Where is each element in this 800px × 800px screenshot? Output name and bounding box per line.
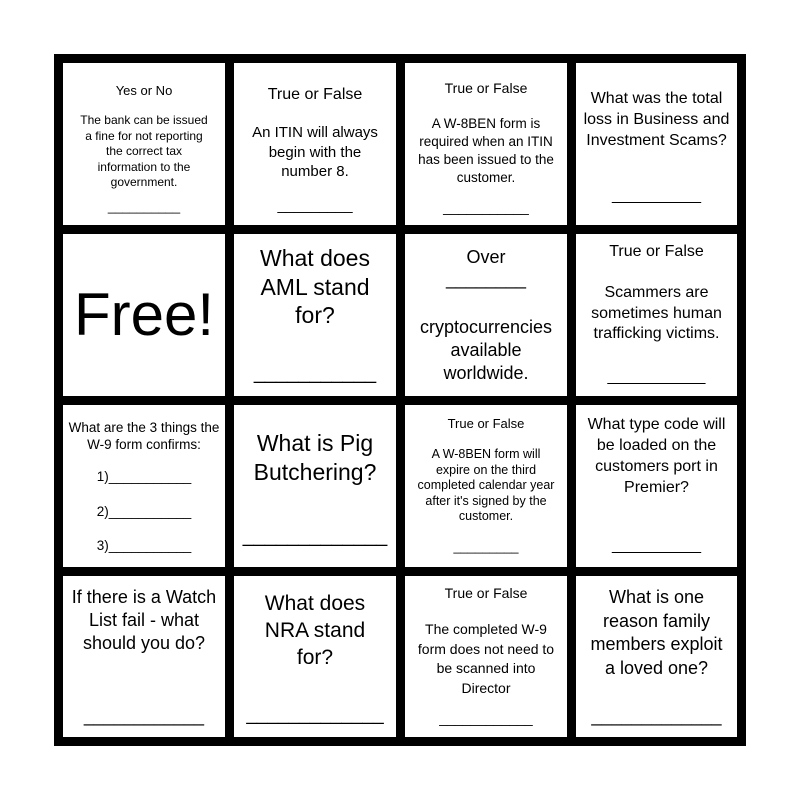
bingo-cell-2[interactable]: [234, 63, 396, 225]
list-item-3: 3)___________: [96, 538, 192, 553]
cell-header: True or False: [444, 80, 528, 96]
answer-blank: __________: [612, 187, 701, 204]
answer-blank: ___________: [607, 368, 706, 385]
cell-body: A W-8BEN form is required when an ITIN has been issued to the customer.: [418, 116, 554, 185]
answer-blank: _____________: [591, 706, 722, 726]
cell-question: What does AML stand for?: [260, 245, 370, 328]
cell-body: Scammers are sometimes human trafficking victims.: [591, 284, 722, 342]
answer-blank: _____________: [246, 704, 384, 725]
list-item-2: 2)___________: [96, 504, 192, 519]
cell-question: What is one reason family members exploit a loved one?: [590, 587, 723, 678]
cell-body: A W-8BEN form will expire on the third completed calendar year after it's signed by the customer.: [417, 447, 555, 523]
bingo-cell-3[interactable]: [405, 63, 567, 225]
answer-blank: _________: [277, 197, 353, 214]
answer-blank: ____________: [439, 710, 533, 726]
bingo-cell-12[interactable]: [576, 405, 737, 567]
cell-header: True or False: [267, 86, 363, 103]
answer-blank: __________: [107, 199, 181, 214]
cell-question: If there is a Watch List fail - what should you do?: [71, 587, 217, 653]
cell-header: Yes or No: [115, 83, 173, 98]
cell-body: An ITIN will always begin with the number 8.: [252, 124, 378, 180]
cell-body: The completed W-9 form does not need to be scanned into Director: [417, 621, 555, 696]
cell-question: What was the total loss in Business and Investment Scams?: [583, 90, 730, 149]
bingo-cell-15[interactable]: [405, 576, 567, 737]
answer-blank: __________: [612, 537, 701, 554]
answer-blank: ________: [445, 269, 527, 289]
bingo-cell-11[interactable]: [405, 405, 567, 567]
cell-header: True or False: [444, 585, 528, 601]
bingo-cell-6[interactable]: [234, 234, 396, 396]
cell-question: What does NRA stand for?: [264, 592, 366, 669]
bingo-cell-14[interactable]: [234, 576, 396, 737]
free-space-text: Free!: [73, 281, 215, 348]
answer-blank: ___________: [253, 362, 377, 384]
answer-blank: _____________: [242, 525, 388, 547]
cell-question: What is Pig Butchering?: [253, 430, 377, 485]
bingo-cell-16[interactable]: [576, 576, 737, 737]
bingo-board: [54, 54, 746, 746]
cell-body: The bank can be issued a fine for not reporting the correct tax information to the government.: [80, 113, 208, 189]
answer-blank: ____________: [83, 706, 205, 726]
cell-body: cryptocurrencies available worldwide.: [419, 317, 553, 383]
cell-question: What are the 3 things the W-9 form confirms:: [68, 420, 220, 452]
bingo-cell-7[interactable]: [405, 234, 567, 396]
cell-top-text: Over: [466, 247, 506, 267]
list-item-1: 1)___________: [96, 469, 192, 484]
bingo-cell-free[interactable]: [63, 234, 225, 396]
cell-header: True or False: [447, 416, 525, 431]
answer-blank: ___________: [443, 199, 529, 215]
bingo-cell-8[interactable]: [576, 234, 737, 396]
bingo-cell-13[interactable]: [63, 576, 225, 737]
bingo-cell-10[interactable]: [234, 405, 396, 567]
cell-question: What type code will be loaded on the customers port in Premier?: [587, 416, 726, 496]
bingo-cell-9[interactable]: [63, 405, 225, 567]
bingo-cell-1[interactable]: [63, 63, 225, 225]
bingo-cell-4[interactable]: [576, 63, 737, 225]
answer-blank: _________: [453, 539, 519, 554]
cell-header: True or False: [609, 243, 704, 260]
